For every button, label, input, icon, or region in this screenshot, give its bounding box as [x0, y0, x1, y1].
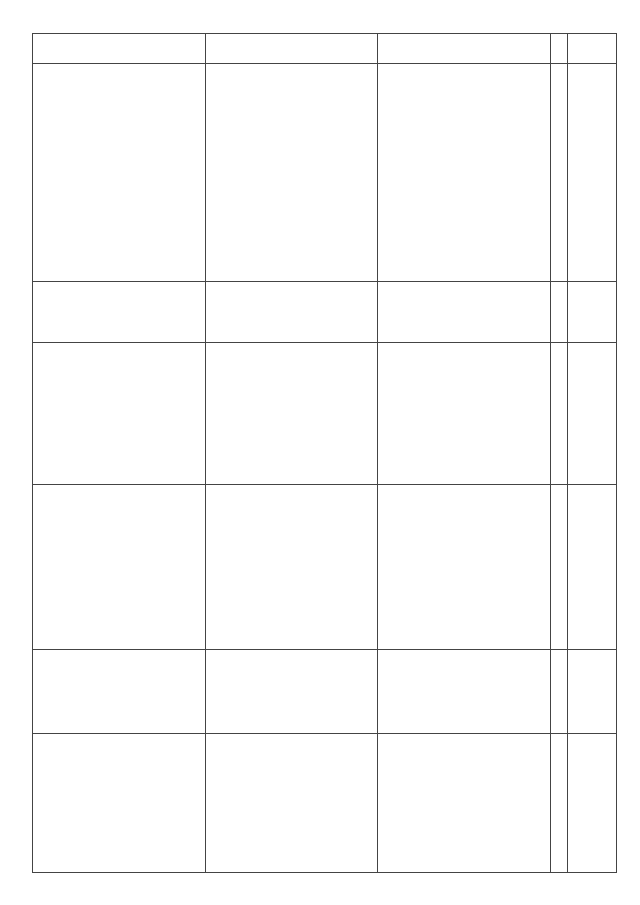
row-value — [33, 649, 206, 733]
row-action — [378, 64, 551, 282]
header-executor — [568, 343, 617, 485]
row-term — [378, 282, 551, 343]
column-number — [551, 34, 568, 64]
row-result — [205, 733, 378, 872]
column-number-row — [551, 34, 568, 873]
header-result — [568, 733, 617, 872]
row-executor — [378, 343, 551, 485]
header-value — [568, 649, 617, 733]
row-indicator — [33, 485, 206, 650]
column-number — [551, 649, 568, 733]
measures-table — [32, 33, 617, 873]
header-indicator — [568, 485, 617, 650]
header-term — [568, 282, 617, 343]
row-number — [205, 34, 378, 64]
column-number — [551, 282, 568, 343]
column-number — [551, 485, 568, 650]
row-action — [205, 64, 378, 282]
header-action — [568, 64, 617, 282]
table-row — [33, 34, 206, 873]
row-executor — [205, 343, 378, 485]
table-header-row — [568, 34, 617, 873]
row-number — [378, 34, 551, 64]
column-number — [551, 343, 568, 485]
row-term — [205, 282, 378, 343]
row-indicator — [378, 485, 551, 650]
row-action — [33, 64, 206, 282]
row-result — [33, 733, 206, 872]
header-number — [568, 34, 617, 64]
row-number — [33, 34, 206, 64]
row-value — [205, 649, 378, 733]
row-result — [378, 733, 551, 872]
column-number — [551, 733, 568, 872]
column-number — [551, 64, 568, 282]
table-row — [205, 34, 378, 873]
rotated-document-table — [32, 33, 617, 873]
row-executor — [33, 343, 206, 485]
row-term — [33, 282, 206, 343]
row-indicator — [205, 485, 378, 650]
row-value — [378, 649, 551, 733]
table-row — [378, 34, 551, 873]
